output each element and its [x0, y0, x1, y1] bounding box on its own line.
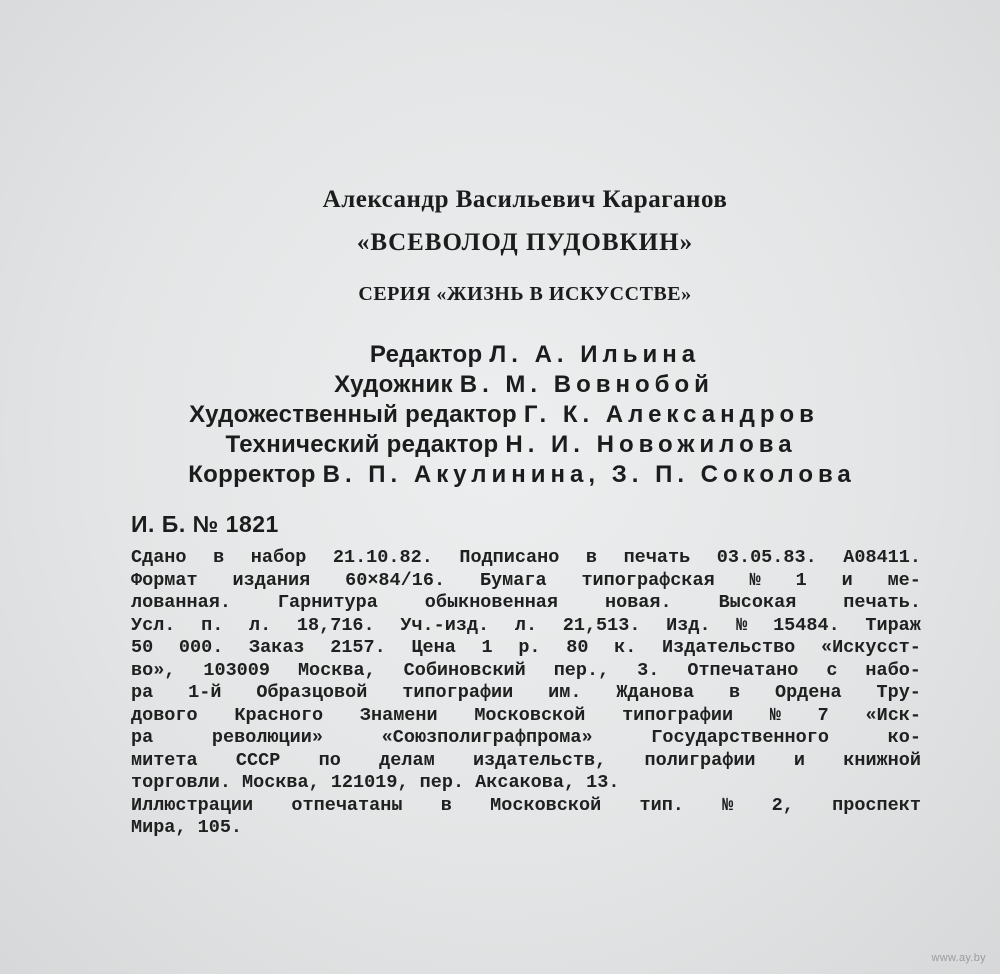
site-watermark: www.ay.by [931, 952, 986, 964]
imprint-line: Формат издания 60×84/16. Бумага типографская № 1 и ме- [131, 569, 921, 591]
credit-person: Г. К. Александров [523, 401, 819, 428]
ib-number: И. Б. № 1821 [131, 511, 279, 537]
credit-person: Н. И. Новожилова [505, 431, 797, 458]
imprint-line: ра революции» «Союзполиграфпрома» Государственного ко- [131, 727, 921, 748]
imprint-text [131, 547, 921, 840]
imprint-line: Иллюстрации отпечатаны в Московской тип. № 2, проспект [131, 794, 921, 816]
credit-role: Корректор [188, 461, 316, 488]
imprint-line: во», 103009 Москва, Собиновский пер., 3. Отпечатано с набо- [131, 659, 921, 681]
credit-person: В. М. Вовнобой [459, 371, 714, 398]
author-name: Александр Васильевич Караганов [322, 186, 728, 213]
credit-line-artist [0, 370, 1000, 400]
imprint-line: Усл. п. л. 18,716. Уч.-изд. л. 21,513. Изд. № 15484. Тираж [131, 614, 921, 636]
credit-line-editor [0, 340, 1000, 370]
credit-role: Художественный редактор [189, 401, 517, 428]
imprint-line: торговли. Москва, 121019, пер. Аксакова, 13. [131, 772, 620, 793]
imprint-line: 50 000. Заказ 2157. Цена 1 р. 80 к. Издательство «Искусст- [131, 637, 921, 658]
credit-role: Технический редактор [225, 431, 499, 458]
credit-line-tech-editor [0, 430, 1000, 460]
credit-line-proofreader [0, 460, 1000, 490]
credit-line-art-editor [0, 400, 1000, 430]
credits-block [0, 340, 1000, 490]
imprint-line: Сдано в набор 21.10.82. Подписано в печать 03.05.83. А08411. [131, 547, 921, 568]
imprint-line: ра 1-й Образцовой типографии им. Жданова в Ордена Тру- [131, 682, 921, 703]
book-title: «ВСЕВОЛОД ПУДОВКИН» [356, 229, 694, 256]
imprint-line: дового Красного Знамени Московской типографии № 7 «Иск- [131, 704, 921, 726]
imprint-line: лованная. Гарнитура обыкновенная новая. Высокая печать. [131, 592, 921, 613]
imprint-line: митета СССР по делам издательств, полиграфии и книжной [131, 749, 921, 771]
credit-person: В. П. Акулинина, З. П. Соколова [322, 461, 856, 488]
series-title: СЕРИЯ «ЖИЗНЬ В ИСКУССТВЕ» [358, 283, 692, 305]
credit-role: Редактор [369, 341, 483, 368]
credit-role: Художник [334, 371, 453, 398]
credit-person: Л. А. Ильина [489, 341, 701, 368]
imprint-line: Мира, 105. [131, 817, 243, 838]
